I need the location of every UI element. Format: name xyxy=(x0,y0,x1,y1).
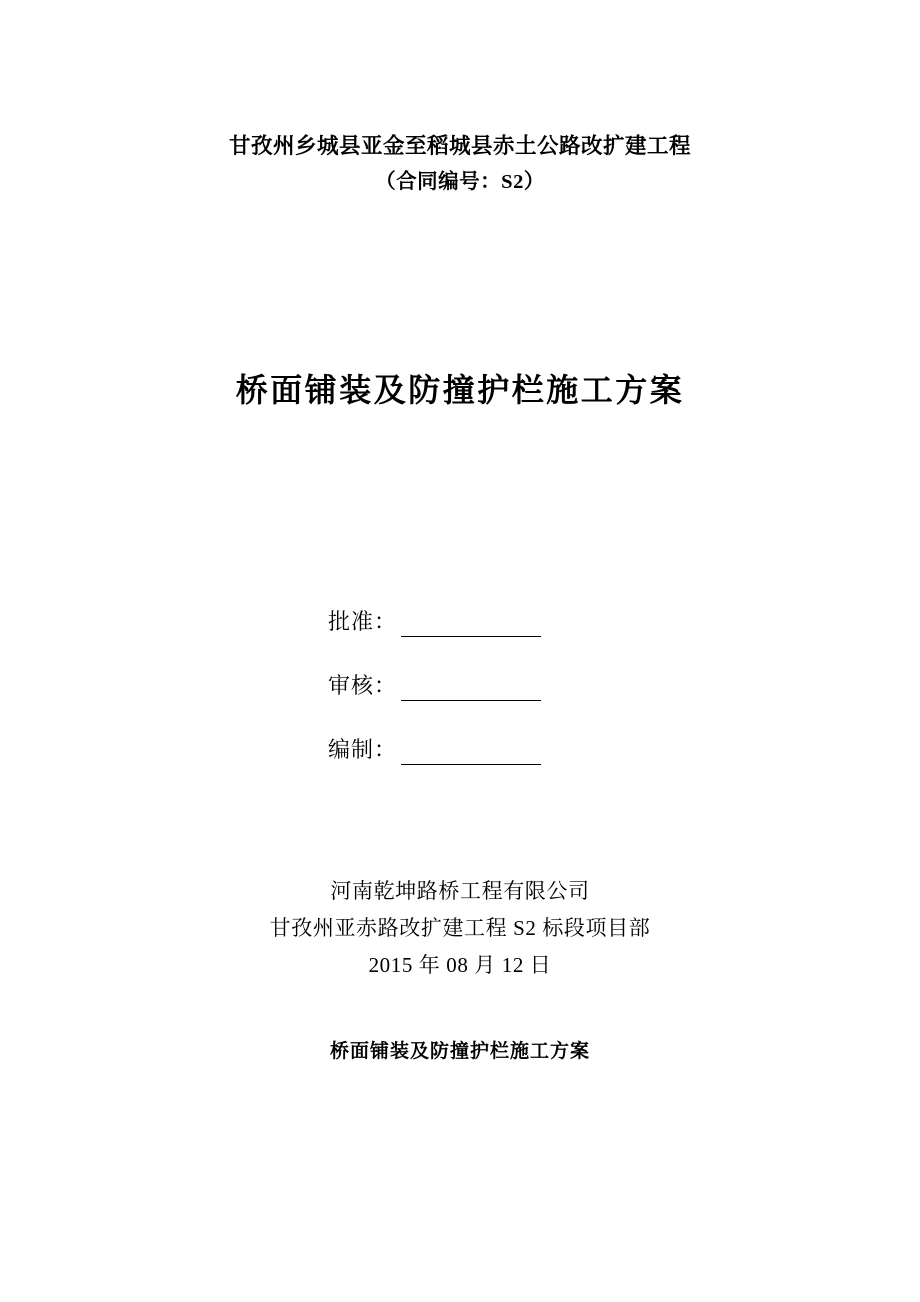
signature-row-approve xyxy=(328,607,850,637)
signature-row-review xyxy=(328,671,850,701)
signature-label-approve: 批准： xyxy=(328,609,398,634)
department-name: 甘孜州亚赤路改扩建工程 S2 标段项目部 xyxy=(269,916,651,940)
signature-rule-review xyxy=(401,680,541,701)
running-title: 桥面铺装及防撞护栏施工方案 xyxy=(329,1041,590,1062)
signature-row-prepare xyxy=(328,735,850,765)
contract-number: （合同编号：S2） xyxy=(375,171,545,193)
document-date: 2015 年 08 月 12 日 xyxy=(368,953,552,977)
signature-label-review: 审核： xyxy=(328,673,398,698)
signature-label-prepare: 编制： xyxy=(328,737,398,762)
project-title: 甘孜州乡城县亚金至稻城县赤土公路改扩建工程 xyxy=(228,134,691,158)
page-title: 桥面铺装及防撞护栏施工方案 xyxy=(235,372,685,408)
document-footer xyxy=(70,873,850,984)
document-header xyxy=(70,128,850,200)
company-name: 河南乾坤路桥工程有限公司 xyxy=(330,879,590,903)
signature-rule-approve xyxy=(401,616,541,637)
signature-block xyxy=(70,607,850,765)
signature-rule-prepare xyxy=(401,744,541,765)
